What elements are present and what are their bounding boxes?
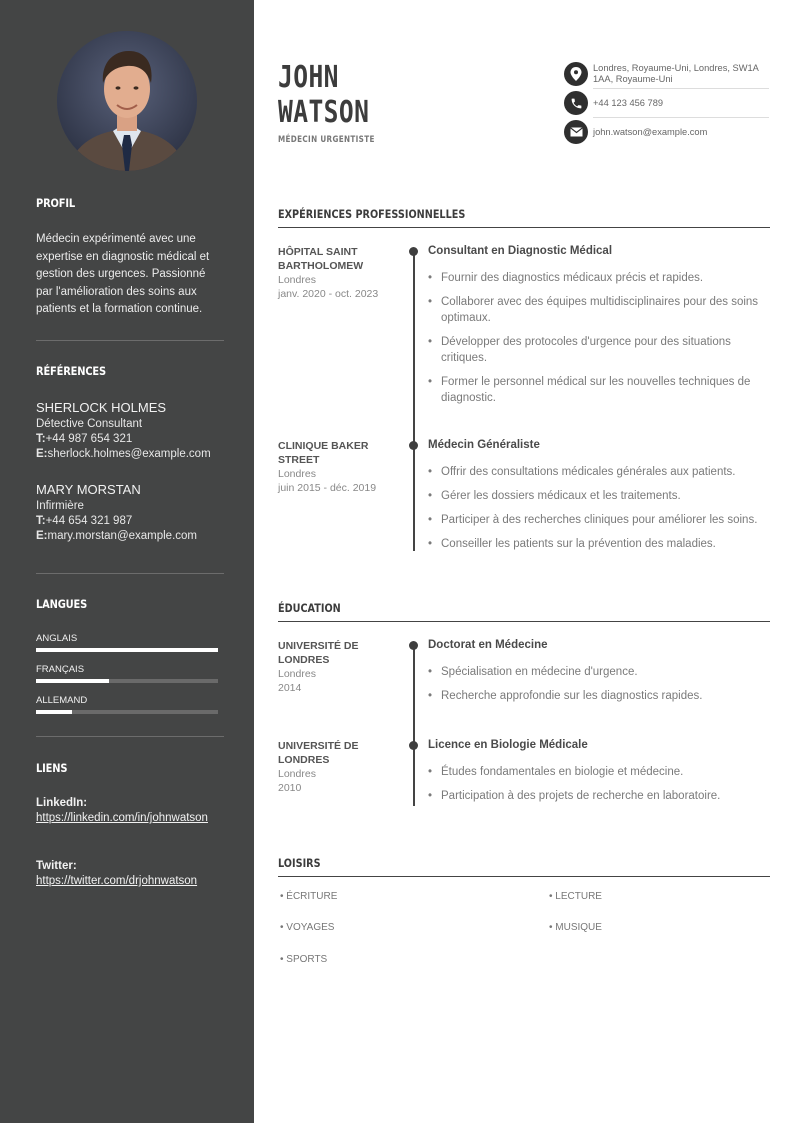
language-level-fill [36,679,109,683]
role-title: Médecin Généraliste [428,439,540,451]
link-label: Twitter: [36,860,77,872]
hobby-item: • VOYAGES [280,922,335,933]
experience-section-title: EXPÉRIENCES PROFESSIONNELLES [278,207,466,221]
responsibility-list [428,464,770,560]
entry-dates: juin 2015 - déc. 2019 [278,482,377,494]
entry-location: Londres [278,274,316,286]
language-label: ALLEMAND [36,695,88,706]
education-entry-info [278,739,398,795]
email-text: john.watson@example.com [593,126,708,137]
hobby-item: • MUSIQUE [549,922,602,933]
sidebar [0,0,254,1123]
hobby-item: • LECTURE [549,891,602,902]
timeline-dot [409,247,418,256]
reference-name: SHERLOCK HOLMES [36,400,167,415]
references-section-title: RÉFÉRENCES [36,364,106,378]
organization-name: UNIVERSITÉ DE LONDRES [278,740,359,766]
entry-location: Londres [278,768,316,780]
first-name: JOHN [278,60,339,95]
hobby-item: • SPORTS [280,954,328,965]
list-item: • Offrir des consultations médicales générales aux patients. [428,464,770,480]
contact-divider [593,117,769,118]
hobbies-section-title: LOISIRS [278,856,321,870]
sidebar-divider [36,340,224,341]
profile-photo [57,31,197,171]
reference-role: Détective Consultant [36,418,143,430]
section-rule [278,621,770,622]
degree-title: Doctorat en Médecine [428,639,548,651]
phone-text: +44 123 456 789 [593,97,664,108]
education-entry-info [278,639,398,695]
envelope-icon [564,120,588,144]
list-item: • Spécialisation en médecine d'urgence. [428,664,770,680]
entry-location: Londres [278,668,316,680]
list-item: • Participer à des recherches cliniques pour améliorer les soins. [428,512,770,528]
organization-name: UNIVERSITÉ DE LONDRES [278,640,359,666]
reference-email: E:mary.morstan@example.com [36,530,197,542]
entry-location: Londres [278,468,316,480]
entry-dates: 2014 [278,682,302,694]
list-item: • Gérer les dossiers médicaux et les traitements. [428,488,770,504]
reference-item [36,482,226,542]
links-section-title: LIENS [36,761,68,775]
list-item: • Études fondamentales en biologie et médecine. [428,764,770,780]
reference-item [36,400,226,460]
link-item [36,797,220,826]
twitter-link[interactable]: https://twitter.com/drjohnwatson [36,875,198,887]
list-item: • Participation à des projets de recherche en laboratoire. [428,788,770,804]
degree-title: Licence en Biologie Médicale [428,739,588,751]
list-item: • Fournir des diagnostics médicaux précis et rapides. [428,270,770,286]
entry-dates: janv. 2020 - oct. 2023 [278,288,379,300]
education-detail-list [428,664,770,712]
portrait-illustration [57,31,197,171]
language-label: FRANÇAIS [36,664,85,675]
contact-phone [564,91,770,115]
sidebar-divider [36,573,224,574]
responsibility-list [428,270,770,414]
section-rule [278,227,770,228]
link-item [36,860,220,889]
section-rule [278,876,770,877]
last-name: WATSON [278,95,370,130]
language-level-fill [36,710,72,714]
address-text: Londres, Royaume-Uni, Londres, SW1A 1AA, Royaume-Uni [593,63,759,84]
profile-text: Médecin expérimenté avec une expertise en diagnostic médical et gestion des urgences. Passionné par l'amélioration des soins aux patients et la formation continue. [36,233,210,315]
entry-dates: 2010 [278,782,302,794]
language-level-bar [36,679,218,683]
list-item: • Recherche approfondie sur les diagnostics rapides. [428,688,770,704]
location-pin-icon [564,62,588,86]
reference-phone: T:+44 654 321 987 [36,515,133,527]
language-level-bar [36,648,218,652]
experience-entry-info [278,439,398,495]
contact-address [564,62,770,86]
organization-name: CLINIQUE BAKER STREET [278,440,369,466]
linkedin-link[interactable]: https://linkedin.com/in/johnwatson [36,812,208,824]
reference-name: MARY MORSTAN [36,482,141,497]
job-title: MÉDECIN URGENTISTE [278,135,375,145]
reference-phone: T:+44 987 654 321 [36,433,133,445]
timeline-dot [409,741,418,750]
full-name [278,60,369,130]
role-title: Consultant en Diagnostic Médical [428,245,613,257]
contact-email [564,120,770,144]
contact-divider [593,88,769,89]
timeline-line [413,645,415,806]
hobby-item: • ÉCRITURE [280,891,338,902]
timeline-dot [409,641,418,650]
link-label: LinkedIn: [36,797,88,809]
education-detail-list [428,764,770,812]
sidebar-divider [36,736,224,737]
reference-email: E:sherlock.holmes@example.com [36,448,211,460]
education-section-title: ÉDUCATION [278,601,341,615]
timeline-dot [409,441,418,450]
profile-section-title: PROFIL [36,196,75,210]
language-level-fill [36,648,218,652]
list-item: • Développer des protocoles d'urgence pour des situations critiques. [428,334,770,366]
list-item: • Conseiller les patients sur la prévention des maladies. [428,536,770,552]
languages-section-title: LANGUES [36,597,88,611]
list-item: • Collaborer avec des équipes multidisciplinaires pour des soins optimaux. [428,294,770,326]
timeline-line [413,251,415,551]
language-level-bar [36,710,218,714]
organization-name: HÔPITAL SAINT BARTHOLOMEW [278,246,364,272]
language-label: ANGLAIS [36,633,78,644]
reference-role: Infirmière [36,500,84,512]
phone-icon [564,91,588,115]
list-item: • Former le personnel médical sur les nouvelles techniques de diagnostic. [428,374,770,406]
experience-entry-info [278,245,398,301]
